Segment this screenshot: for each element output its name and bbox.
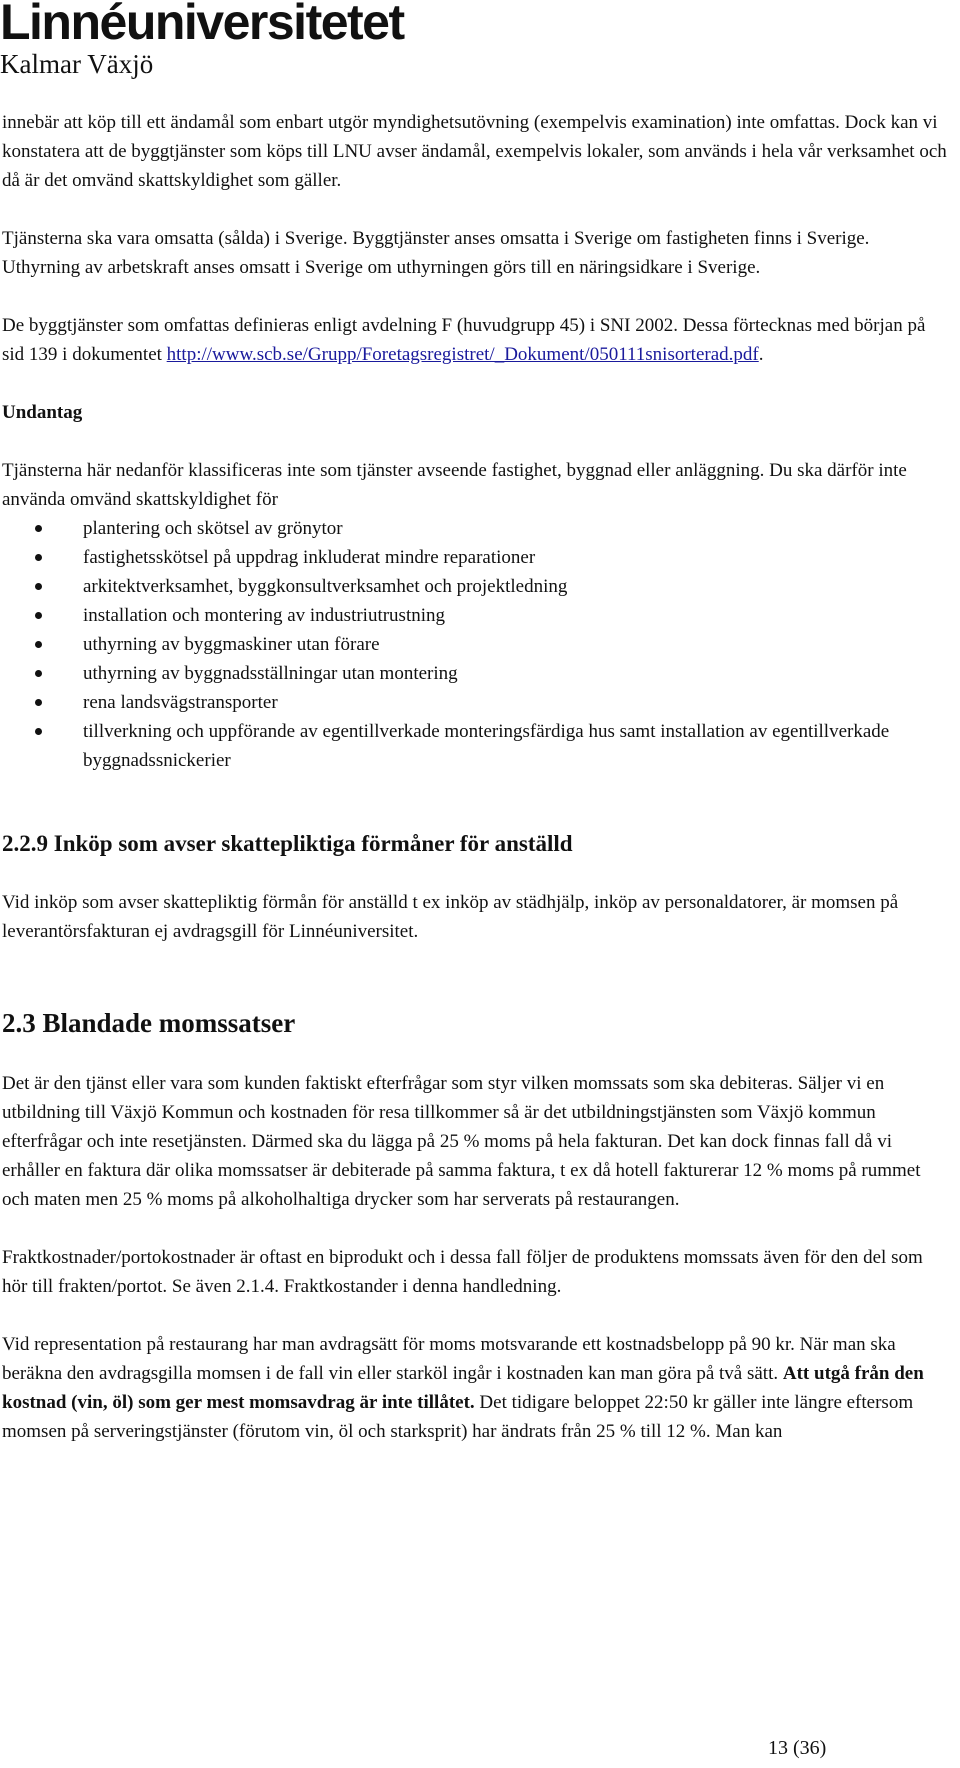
university-logo <box>0 0 404 80</box>
list-item: arkitektverksamhet, byggkonsultverksamhet och projektledning <box>2 572 952 601</box>
list-item: uthyrning av byggmaskiner utan förare <box>2 630 952 659</box>
undantag-heading: Undantag <box>2 402 83 423</box>
paragraph: Vid inköp som avser skattepliktig förmån för anställd t ex inköp av städhjälp, inköp av personaldatorer, är momsen på leverantörsfakturan ej avdragsgill för Linnéuniversitet. <box>2 892 899 942</box>
document-body <box>2 108 952 1446</box>
bullet-icon <box>35 612 42 619</box>
exception-list <box>2 514 952 775</box>
list-item: tillverkning och uppförande av egentillverkade monteringsfärdiga hus samt installation av egentillverkade byggnadssnickerier <box>2 717 952 775</box>
paragraph: Det är den tjänst eller vara som kunden faktiskt efterfrågar som styr vilken momssats som ska debiteras. Säljer vi en utbildning till Växjö Kommun och kostnaden för resa tillkommer så är det utbildningstjänsten som Växjö kommun efterfrågar och inte resetjänsten. Därmed ska du lägga på 25 % moms på hela fakturan. Det kan dock finnas fall då vi erhåller en faktura där olika momssatser är debiterade på samma faktura, t ex då hotell fakturerar 12 % moms på rummet och maten men 25 % moms på alkoholhaltiga drycker som har serverats på restaurangen. <box>2 1073 921 1210</box>
paragraph <box>2 311 952 369</box>
bullet-icon <box>35 670 42 677</box>
emphasis-text: Att utgå från den kostnad (vin, öl) som ger mest momsavdrag är inte tillåtet. <box>2 1363 924 1413</box>
bullet-icon <box>35 728 42 735</box>
bullet-icon <box>35 699 42 706</box>
paragraph-text: Det tidigare beloppet 22:50 kr gäller inte längre eftersom momsen på serveringstjänster (förutom vin, öl och starksprit) har ändrats från 25 % till 12 %. Man kan <box>2 1392 914 1442</box>
section-heading-2-2-9: 2.2.9 Inköp som avser skattepliktiga förmåner för anställd <box>2 831 573 856</box>
bullet-icon <box>35 554 42 561</box>
bullet-icon <box>35 583 42 590</box>
list-item: installation och montering av industriutrustning <box>2 601 952 630</box>
page-number: 13 (36) <box>768 1737 827 1759</box>
list-item: uthyrning av byggnadsställningar utan montering <box>2 659 952 688</box>
logo-wordmark: Linnéuniversitetet <box>0 0 404 50</box>
bullet-icon <box>35 525 42 532</box>
paragraph <box>2 1330 952 1446</box>
paragraph: innebär att köp till ett ändamål som enbart utgör myndighetsutövning (exempelvis examination) inte omfattas. Dock kan vi konstatera att de byggtjänster som köps till LNU avser ändamål, exempelvis lokaler, som används i hela vår verksamhet och då är det omvänd skattskyldighet som gäller. <box>2 112 947 191</box>
paragraph: Tjänsterna ska vara omsatta (sålda) i Sverige. Byggtjänster anses omsatta i Sverige om fastigheten finns i Sverige. Uthyrning av arbetskraft anses omsatt i Sverige om uthyrningen görs till en näringsidkare i Sverige. <box>2 228 870 278</box>
paragraph: Tjänsterna här nedanför klassificeras inte som tjänster avseende fastighet, byggnad eller anläggning. Du ska därför inte använda omvänd skattskyldighet för <box>2 460 907 510</box>
paragraph-end: . <box>758 344 764 365</box>
sni-document-link[interactable]: http://www.scb.se/Grupp/Foretagsregistret/_Dokument/050111snisorterad.pdf <box>166 344 759 365</box>
section-heading-2-3: 2.3 Blandade momssatser <box>2 1008 296 1038</box>
list-item: fastighetsskötsel på uppdrag inkluderat mindre reparationer <box>2 543 952 572</box>
paragraph-text: De byggtjänster som omfattas definieras enligt avdelning F (huvudgrupp 45) i SNI 2002. Dessa förtecknas med början på sid 139 i dokumentet <box>2 315 926 365</box>
list-item: plantering och skötsel av grönytor <box>2 514 952 543</box>
paragraph: Fraktkostnader/portokostnader är oftast en biprodukt och i dessa fall följer de produktens momssats även för den del som hör till frakten/portot. Se även 2.1.4. Fraktkostander i denna handledning. <box>2 1247 923 1297</box>
list-item: rena landsvägstransporter <box>2 688 952 717</box>
bullet-icon <box>35 641 42 648</box>
logo-subtitle: Kalmar Växjö <box>0 49 154 79</box>
paragraph-text: Vid representation på restaurang har man avdragsätt för moms motsvarande ett kostnadsbelopp på 90 kr. När man ska beräkna den avdragsgilla momsen i de fall vin eller starköl ingår i kostnaden kan man göra på två sätt. <box>2 1334 896 1384</box>
